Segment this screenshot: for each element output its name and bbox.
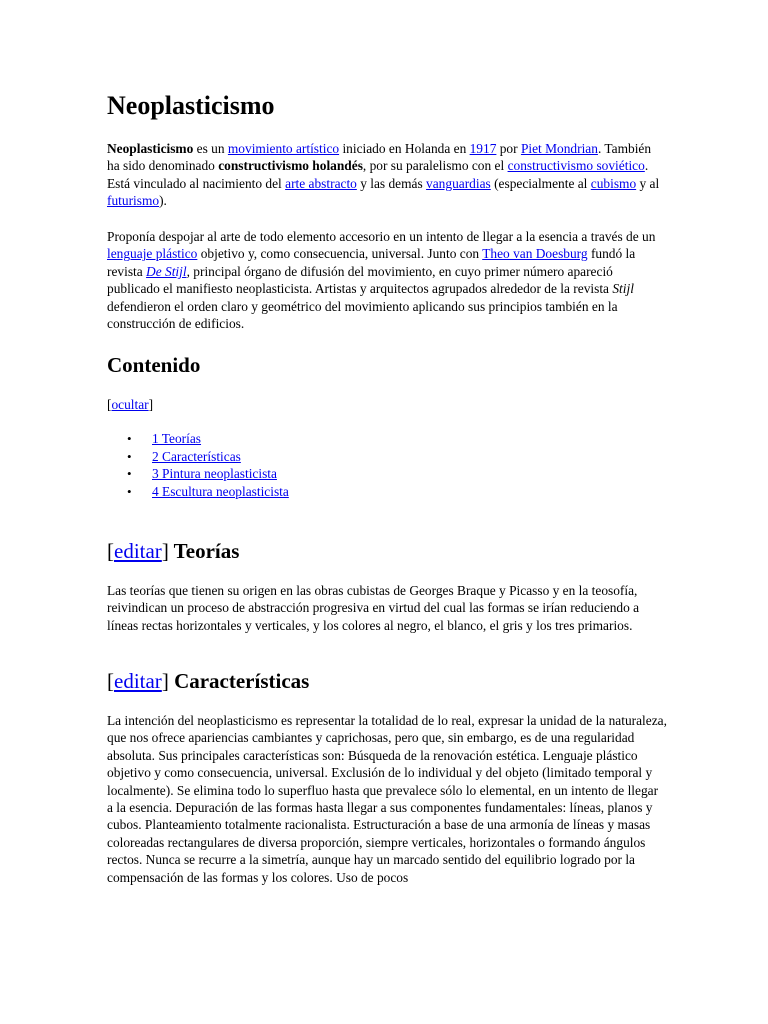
- edit-bracket-close: ]: [161, 539, 169, 563]
- intro-text: por: [496, 141, 521, 156]
- bullet-icon: •: [127, 448, 132, 464]
- intro-paragraph: [107, 140, 667, 210]
- intro-text: es un: [193, 141, 228, 156]
- section-heading-caracteristicas: [107, 666, 309, 696]
- edit-caracteristicas-link[interactable]: editar: [114, 669, 162, 693]
- intro-text: y las demás: [356, 175, 427, 191]
- section-text-teorias: Las teorías que tienen su origen en las obras cubistas de Georges Braque y Picasso y en la teosofía, reivindican un proceso de abstracción progresiva en virtud del cual las formas se irían reduciendo a líneas rectas horizontales y verticales, y los colores al negro, el blanco, el gris y los tres primarios.: [107, 583, 640, 633]
- toggle-bracket-open: [: [107, 397, 112, 412]
- intro-bold-term: Neoplasticismo: [107, 141, 194, 156]
- toc-item-escultura: [107, 483, 289, 501]
- bullet-icon: •: [127, 466, 132, 482]
- toc-item-teorias: [107, 430, 289, 448]
- section-title-teorias: Teorías: [168, 539, 240, 563]
- link-de-stijl[interactable]: De Stijl: [146, 263, 187, 279]
- para-text: , principal órgano de difusión del movimiento, en cuyo primer número apareció publicado el manifiesto neoplasticista. Artistas y arquitectos agrupados alrededor de la revista: [107, 263, 613, 297]
- page-title: Neoplasticismo: [107, 91, 275, 120]
- link-piet-mondrian[interactable]: Piet Mondrian: [520, 141, 598, 156]
- intro-text: (especialmente al: [490, 175, 591, 191]
- section-text-caracteristicas: La intención del neoplasticismo es representar la totalidad de lo real, expresar la unidad de la naturaleza, que nos ofrece apariencias cambiantes y caprichosas, pero que, sin embargo, es de una regularidad absoluta. Sus principales características son: Búsqueda de la renovación estética. Lenguaje plástico objetivo y como consecuencia, universal. Exclusión de lo individual y del objeto (limitado temporal y localmente). Se elimina todo lo superfluo hasta que prevalece sólo lo elemental, en un intento de llegar a la esencia. Depuración de las formas hasta llegar a sus componentes fundamentales: líneas, planos y cubos. Planteamiento totalmente racionalista. Estructuración a base de una armonía de líneas y masas coloreadas rectangulares de diversa proporción, siempre verticales, horizontales o formando ángulos rectos. Nunca se recurre a la simetría, aunque hay un marcado sentido del equilibrio logrado por la compensación de las formas y los colores. Uso de pocos: [107, 713, 667, 885]
- para-text: fundó la revista: [107, 246, 636, 279]
- link-theo-van-doesburg[interactable]: Theo van Doesburg: [482, 246, 588, 262]
- intro-text: , por su paralelismo con el: [362, 158, 508, 174]
- bullet-icon: •: [127, 483, 132, 499]
- edit-bracket-open: [: [107, 539, 114, 563]
- section-heading-teorias: [107, 536, 239, 566]
- toc-link-caracteristicas[interactable]: 2 Características: [152, 448, 241, 464]
- link-cubismo[interactable]: cubismo: [590, 175, 637, 191]
- intro-bold-term: constructivismo holandés: [218, 158, 363, 174]
- link-vanguardias[interactable]: vanguardias: [426, 175, 491, 191]
- intro-text: y al: [636, 175, 660, 191]
- section-title-caracteristicas: Características: [168, 669, 310, 693]
- table-of-contents: [107, 430, 289, 500]
- para-text: defendieron el orden claro y geométrico del movimiento aplicando sus principios también en la construcción de edificios.: [107, 298, 618, 332]
- intro-text: . También ha sido denominado: [107, 141, 652, 174]
- contents-heading: Contenido: [107, 353, 201, 377]
- hide-contents-link[interactable]: ocultar: [111, 397, 149, 412]
- intro-text: iniciado en Holanda en: [339, 141, 470, 156]
- edit-teorias-link[interactable]: editar: [114, 539, 162, 563]
- toc-link-pintura[interactable]: 3 Pintura neoplasticista: [152, 466, 277, 482]
- link-arte-abstracto[interactable]: arte abstracto: [285, 175, 357, 191]
- bullet-icon: •: [127, 431, 132, 446]
- contents-toggle: [107, 396, 153, 413]
- intro-text: ).: [159, 193, 167, 209]
- link-movimiento-artistico[interactable]: movimiento artístico: [227, 141, 340, 156]
- toc-link-teorias[interactable]: 1 Teorías: [152, 431, 202, 446]
- link-1917[interactable]: 1917: [469, 141, 497, 156]
- toc-item-caracteristicas: [107, 448, 289, 466]
- toggle-bracket-close: ]: [148, 397, 154, 412]
- link-lenguaje-plastico[interactable]: lenguaje plástico: [107, 246, 198, 262]
- link-futurismo[interactable]: futurismo: [107, 193, 160, 209]
- toc-link-escultura[interactable]: 4 Escultura neoplasticista: [152, 483, 289, 499]
- second-paragraph: [107, 228, 667, 332]
- para-text: Proponía despojar al arte de todo elemento accesorio en un intento de llegar a la esencia a través de un: [107, 229, 656, 244]
- link-constructivismo-sovietico[interactable]: constructivismo soviético: [507, 158, 645, 174]
- toc-item-pintura: [107, 465, 289, 483]
- para-italic-term: Stijl: [612, 281, 634, 297]
- para-text: objetivo y, como consecuencia, universal. Junto con: [197, 246, 483, 262]
- intro-text: . Está vinculado al nacimiento del: [107, 158, 649, 191]
- edit-bracket-open: [: [107, 669, 114, 693]
- edit-bracket-close: ]: [161, 669, 169, 693]
